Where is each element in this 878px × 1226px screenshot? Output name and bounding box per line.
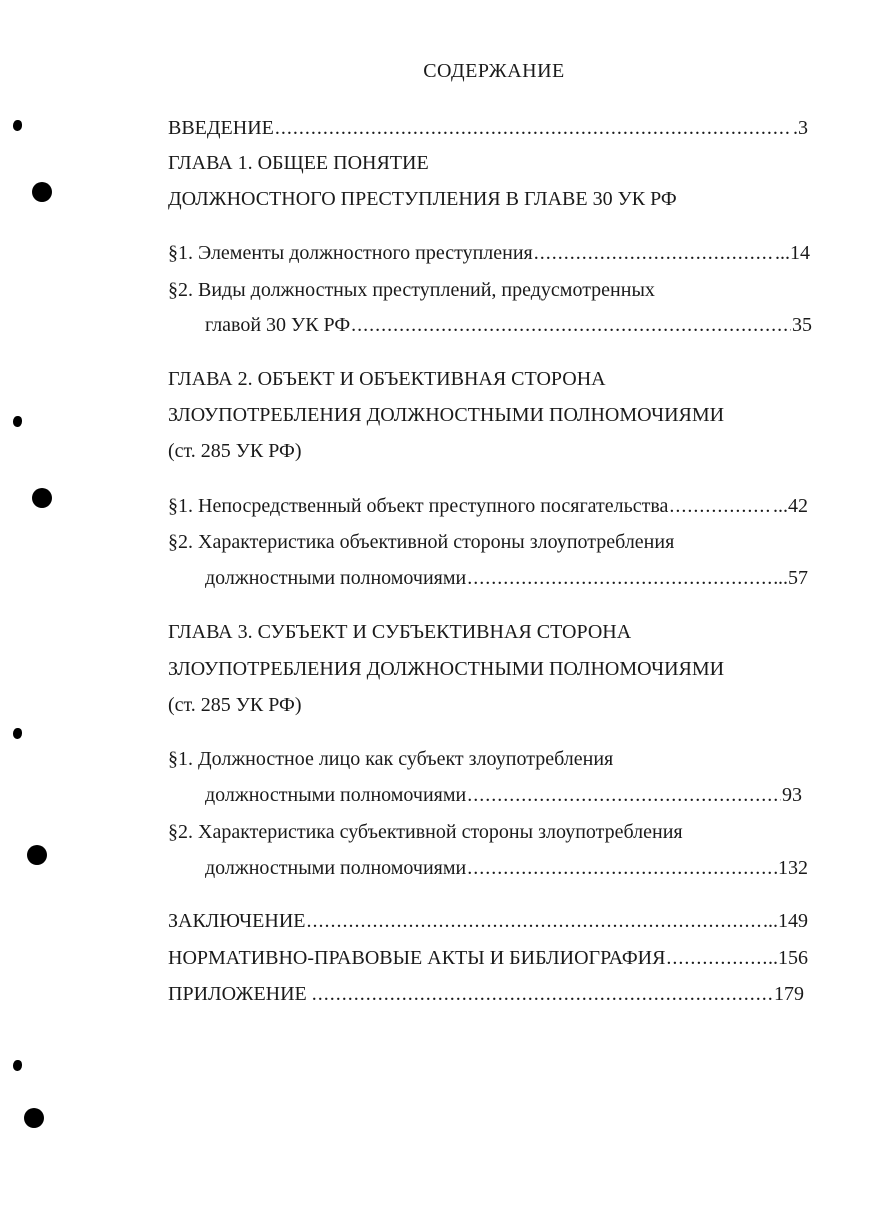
chapter-1-heading-cont: ДОЛЖНОСТНОГО ПРЕСТУПЛЕНИЯ В ГЛАВЕ 30 УК РФ: [168, 188, 677, 210]
toc-title: СОДЕРЖАНИЕ: [423, 60, 565, 82]
chapter-1-heading: ГЛАВА 1. ОБЩЕЕ ПОНЯТИЕ: [168, 152, 429, 174]
chapter-3-heading-cont: ЗЛОУПОТРЕБЛЕНИЯ ДОЛЖНОСТНЫМИ ПОЛНОМОЧИЯМИ: [168, 658, 725, 680]
dot-leader: [351, 312, 791, 338]
punch-hole: [32, 488, 52, 508]
dot-leader: [467, 855, 777, 881]
toc-entry-page: ...149: [763, 910, 808, 932]
toc-entry-label: должностными полномочиями: [205, 857, 467, 879]
toc-entry-ch1-s1: [168, 240, 810, 266]
scan-mark: [13, 120, 22, 131]
toc-entry-label: НОРМАТИВНО-ПРАВОВЫЕ АКТЫ И БИБЛИОГРАФИЯ: [168, 947, 666, 969]
dot-leader: [318, 981, 773, 1007]
toc-entry-page: ..57: [778, 567, 808, 589]
toc-entry-ch2-s1: [168, 493, 808, 519]
toc-entry-ch2-s2: [205, 565, 808, 591]
chapter-3-article: (ст. 285 УК РФ): [168, 694, 302, 716]
punch-hole: [27, 845, 47, 865]
toc-entry-ch1-s2: [205, 312, 812, 338]
toc-entry-ch3-s1-line1: §1. Должностное лицо как субъект злоупотребления: [168, 748, 614, 770]
toc-entry-ch3-s2-line1: §2. Характеристика субъективной стороны злоупотребления: [168, 821, 683, 843]
scan-mark: [13, 416, 22, 427]
toc-entry-label: ВВЕДЕНИЕ: [168, 117, 274, 139]
toc-entry-label: должностными полномочиями: [205, 567, 467, 589]
chapter-2-heading-cont: ЗЛОУПОТРЕБЛЕНИЯ ДОЛЖНОСТНЫМИ ПОЛНОМОЧИЯМИ: [168, 404, 725, 426]
scan-mark: [13, 728, 22, 739]
dot-leader: [666, 945, 767, 971]
toc-entry-page: ...42: [773, 495, 808, 517]
toc-entry-ch1-s2-line1: §2. Виды должностных преступлений, предусмотренных: [168, 279, 655, 301]
chapter-2-heading: ГЛАВА 2. ОБЪЕКТ И ОБЪЕКТИВНАЯ СТОРОНА: [168, 368, 606, 390]
dot-leader: [306, 908, 762, 934]
toc-entry-ch2-s2-line1: §2. Характеристика объективной стороны злоупотребления: [168, 531, 675, 553]
punch-hole: [24, 1108, 44, 1128]
toc-entry-label: ЗАКЛЮЧЕНИЕ: [168, 910, 306, 932]
toc-entry-page: 179: [774, 983, 804, 1005]
toc-entry-label: §1. Элементы должностного преступления: [168, 242, 533, 264]
punch-hole: [32, 182, 52, 202]
chapter-2-article: (ст. 285 УК РФ): [168, 440, 302, 462]
toc-entry-label: ПРИЛОЖЕНИЕ .: [168, 983, 317, 1005]
chapter-3-heading: ГЛАВА 3. СУБЪЕКТ И СУБЪЕКТИВНАЯ СТОРОНА: [168, 621, 632, 643]
scan-mark: [13, 1060, 22, 1071]
toc-entry-label: должностными полномочиями: [205, 784, 467, 806]
dot-leader: [669, 493, 772, 519]
toc-entry-page: 132: [778, 857, 808, 879]
toc-entry-bibliography: [168, 945, 808, 971]
toc-entry-page: 93: [782, 784, 802, 806]
toc-entry-label: главой 30 УК РФ: [205, 314, 351, 336]
toc-entry-label: §1. Непосредственный объект преступного посягательства: [168, 495, 669, 517]
dot-leader: [534, 240, 774, 266]
dot-leader: [467, 782, 781, 808]
toc-entry-page: ...14: [775, 242, 810, 264]
toc-entry-ch3-s2: [205, 855, 808, 881]
toc-entry-page: ..156: [768, 947, 808, 969]
toc-entry-page: 35: [792, 314, 812, 336]
toc-entry-conclusion: [168, 908, 808, 934]
dot-leader: [275, 115, 792, 141]
dot-leader: [467, 565, 777, 591]
toc-entry-appendix: [168, 981, 804, 1007]
toc-entry-intro: [168, 115, 808, 141]
toc-entry-page: .3: [793, 117, 808, 139]
toc-entry-ch3-s1: [205, 782, 802, 808]
